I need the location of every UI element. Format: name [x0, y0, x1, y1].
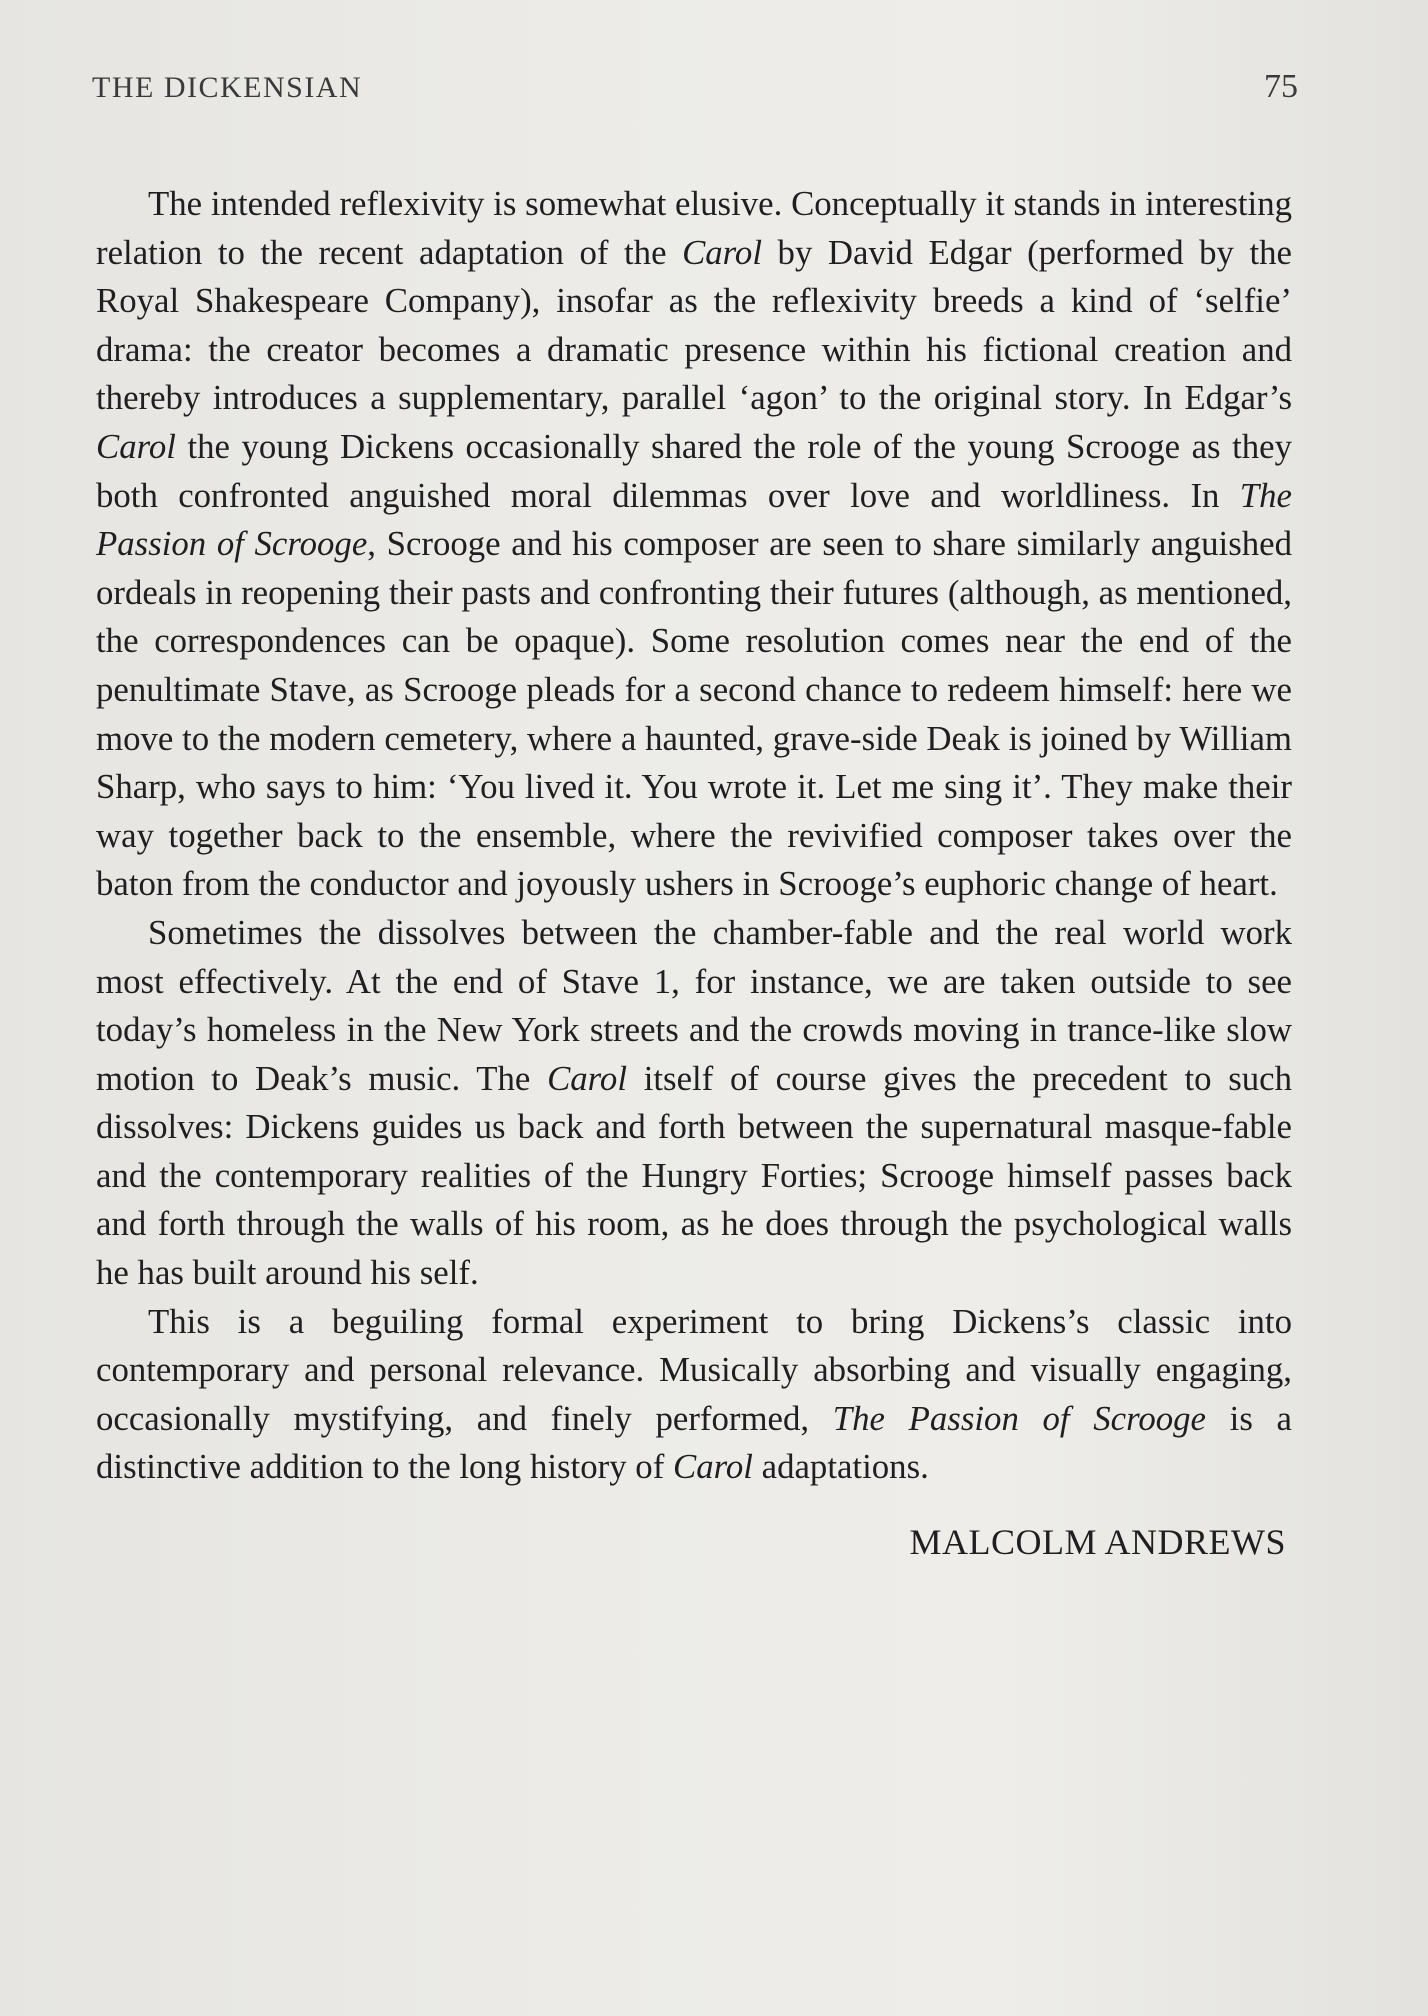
paragraph-3 — [96, 1298, 1292, 1492]
article-body — [96, 180, 1292, 1567]
italic-title: The Passion of Scrooge — [96, 475, 1292, 564]
text-segment: The intended reflexivity is somewhat elusive. Conceptually it stands in interesting relation to the recent adaptation of the — [96, 184, 1292, 272]
paragraph-1 — [96, 180, 1292, 909]
text-segment: itself of course gives the precedent to such dissolves: Dickens guides us back and forth between the supernatural masque-fable and the contemporary realities of the Hungry Forties; Scrooge himself passes back and forth through the walls of his room, as he does through the psychological walls he has built around his self. — [96, 1058, 1292, 1293]
text-segment: is a distinctive addition to the long history of — [96, 1398, 1292, 1487]
italic-title: Carol — [547, 1058, 627, 1098]
text-segment: , Scrooge and his composer are seen to share similarly anguished ordeals in reopening their pasts and confronting their futures (although, as mentioned, the correspondences can be opaque). Some resolution comes near the end of the penultimate Stave, as Scrooge pleads for a second chance to redeem himself: here we move to the modern cemetery, where a haunted, grave-side Deak is joined by William Sharp, who says to him: ‘You lived it. You wrote it. Let me sing it’. They make their way together back to the ensemble, where the revivified composer takes over the baton from the conductor and joyously ushers in Scrooge’s euphoric change of heart. — [96, 524, 1292, 904]
running-head — [92, 68, 1298, 106]
text-segment: the young Dickens occasionally shared the role of the young Scrooge as they both confronted anguished moral dilemmas over love and worldliness. In — [96, 426, 1292, 515]
text-segment: by David Edgar (performed by the Royal Shakespeare Company), insofar as the reflexivity breeds a kind of ‘selfie’ drama: the creator becomes a dramatic presence within his fictional creation and thereby introduces a supplementary, parallel ‘agon’ to the original story. In Edgar’s — [96, 232, 1292, 418]
italic-title: Carol — [682, 232, 762, 272]
text-segment: Sometimes the dissolves between the chamber-fable and the real world work most effectively. At the end of Stave 1, for instance, we are taken outside to see today’s homeless in the New York streets and the crowds moving in trance-like slow motion to Deak’s music. The — [96, 912, 1292, 1098]
journal-title: THE DICKENSIAN — [92, 71, 363, 104]
page-number: 75 — [1264, 68, 1298, 105]
italic-title: Carol — [96, 426, 176, 466]
italic-title: The Passion of Scrooge — [832, 1398, 1206, 1438]
text-segment: adaptations. — [752, 1447, 929, 1487]
italic-title: Carol — [673, 1447, 753, 1487]
author-signature: MALCOLM ANDREWS — [909, 1522, 1286, 1563]
paragraph-2 — [96, 909, 1292, 1298]
text-segment: This is a beguiling formal experiment to bring Dickens’s classic into contemporary and personal relevance. Musically absorbing and visually engaging, occasionally mystifying, and finely performed, — [96, 1301, 1292, 1438]
